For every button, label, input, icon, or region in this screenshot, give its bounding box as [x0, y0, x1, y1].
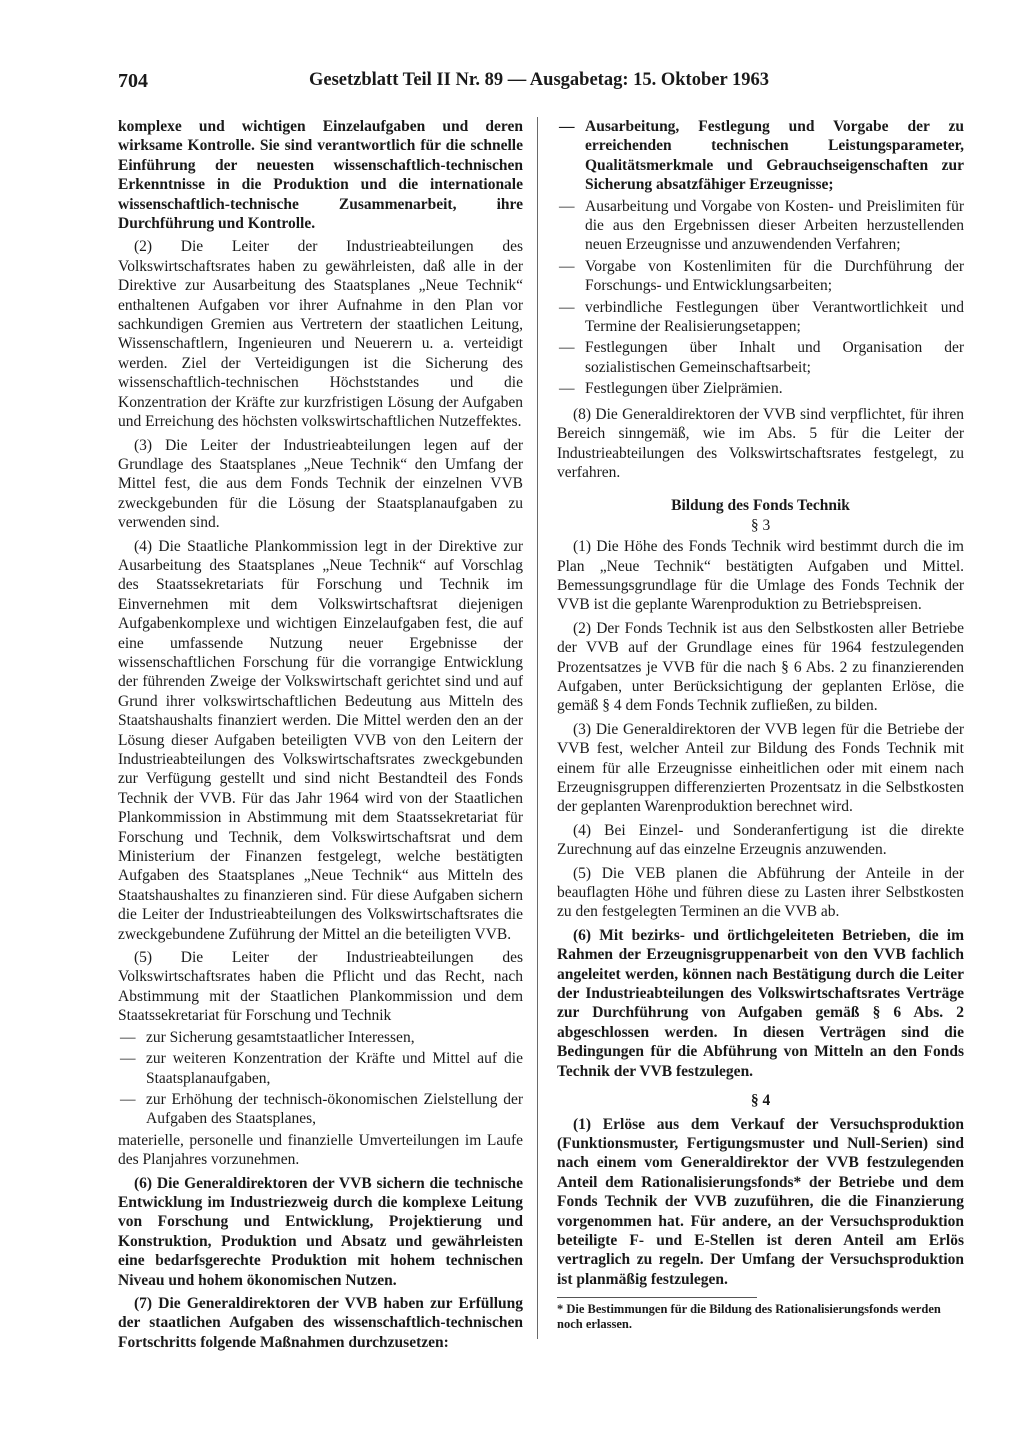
list-item	[557, 379, 964, 398]
paragraph-3: (3) Die Leiter der Industrieabteilungen legen auf der Grundlage des Staatsplanes „Neue Technik“ den Umfang der Mittel fest, die aus dem Fonds Technik der einzelnen VVB zweckgebunden für die Lösung der Staatsplanaufgaben zu verwenden sind.	[118, 436, 523, 532]
list-item-text: zur Sicherung gesamtstaatlicher Interessen,	[146, 1028, 415, 1046]
list-item	[118, 1028, 523, 1047]
section-heading: Bildung des Fonds Technik	[671, 497, 850, 515]
list-item-text: zur weiteren Konzentration der Kräfte und Mittel auf die Staatsplanaufgaben,	[146, 1050, 523, 1087]
intro-paragraph: komplexe und wichtigen Einzelaufgaben und deren wirksame Kontrolle. Sie sind verantwortlich für die schnelle Einführung der neuesten wissenschaftlich-technischen Erkenntnisse in die Produktion und die internationale wissenschaftlich-technische Zusammenarbeit, ihre Durchführung und Kontrolle.	[118, 118, 523, 233]
list-item-text: Ausarbeitung, Festlegung und Vorgabe der zu erreichenden technischen Leistungsparameter, Qualitätsmerkmale und Gebrauchseigenschaften zur Sicherung absatzfähiger Erzeugnisse;	[585, 118, 964, 194]
paragraph-6: (6) Die Generaldirektoren der VVB sichern die technische Entwicklung im Industriezweig durch die komplexe Leitung von Forschung und Entwicklung, Projektierung und Konstruktion, Produktion und Absatz und gewährleisten eine bedarfsgerechte Produktion mit hohem technischen Niveau und hohem ökonomischen Nutzen.	[118, 1174, 523, 1289]
dash-marker: —	[559, 380, 575, 398]
paragraph-7: (7) Die Generaldirektoren der VVB haben zur Erfüllung der staatlichen Aufgaben des wissenschaftlich-technischen Fortschritts folgende Maßnahmen durchzusetzen:	[118, 1294, 523, 1351]
section-3-paragraph-4: (4) Bei Einzel- und Sonderanfertigung ist die direkte Zurechnung auf das einzelne Erzeugnis anzuwenden.	[557, 821, 964, 859]
dash-marker: —	[120, 1090, 136, 1108]
list-item	[118, 1049, 523, 1088]
dash-marker: —	[120, 1050, 136, 1068]
dash-marker: —	[559, 118, 575, 135]
paragraph-2: (2) Die Leiter der Industrieabteilungen des Volkswirtschaftsrates haben zu gewährleisten, daß alle in der Direktive zur Ausarbeitung des Staatsplanes „Neue Technik“ enthaltenen Aufgaben vor ihrer Aufnahme in den Plan vor sachkundigen Gremien aus Vertretern der staatlichen Leitung, Wissenschaftlern, Ingenieuren und Neuerern u. a. verteidigt werden. Ziel der Verteidigungen ist die Sicherung des wissenschaftlich-technischen Höchststandes und die Konzentration der Kräfte zur kurzfristigen Lösung der Aufgaben und Erreichung des höchsten volkswirtschaftlichen Nutzeffektes.	[118, 238, 523, 431]
paragraph-5-end: materielle, personelle und finanzielle Umverteilungen im Laufe des Planjahres vorzunehmen.	[118, 1131, 523, 1169]
section-4-number: § 4	[750, 1092, 771, 1110]
section-3-paragraph-1: (1) Die Höhe des Fonds Technik wird bestimmt durch die im Plan „Neue Technik“ bestätigten Aufgaben und Mittel. Bemessungsgrundlage für die Umlage des Fonds Technik der VVB ist die geplante Warenproduktion zu Betriebspreisen.	[557, 538, 964, 614]
footnote: * Die Bestimmungen für die Bildung des Rationalisierungsfonds werden noch erlassen.	[557, 1302, 941, 1332]
running-title: Gesetzblatt Teil II Nr. 89 — Ausgabetag: 15. Oktober 1963	[309, 70, 769, 90]
list-item	[557, 117, 964, 195]
paragraph-5: (5) Die Leiter der Industrieabteilungen des Volkswirtschaftsrates haben die Pflicht und das Recht, nach Abstimmung mit der Staatlichen Plankommission und dem Staatssekretariat für Forschung und Technik	[118, 949, 523, 1025]
left-column	[118, 117, 523, 1356]
section-4-paragraph-1: (1) Erlöse aus dem Verkauf der Versuchsproduktion (Funktionsmuster, Fertigungsmuster und Null-Serien) sind nach einem vom Generaldirektor der VVB festzulegenden Anteil dem Rationalisierungsfonds* der Betriebe und dem Fonds Technik der VVB zuzuführen, die die Finanzierung vorgenommen hat. Für andere, an der Versuchsproduktion beteiligte F- und E-Stellen ist deren Anteil am Erlös vertraglich zu regeln. Der Umfang der Versuchsproduktion ist planmäßig festzulegen.	[557, 1115, 964, 1288]
list-item-text: verbindliche Festlegungen über Verantwortlichkeit und Termine der Realisierungsetappen;	[585, 298, 964, 336]
list-item	[118, 1090, 523, 1129]
list-item-text: Festlegungen über Inhalt und Organisation der sozialistischen Gemeinschaftsarbeit;	[585, 339, 964, 376]
paragraph-4: (4) Die Staatliche Plankommission legt in der Direktive zur Ausarbeitung des Staatsplanes „Neue Technik“ auf Vorschlag des Staatssekretariats für Forschung und Technik im Einvernehmen mit dem Volkswirtschaftsrat diejenigen Aufgabenkomplexe und wichtigen Einzelaufgaben fest, die auf eine umfassende Nutzung neuer Ergebnisse der wissenschaftlichen Forschung für die vorrangige Entwicklung der führenden Zweige der Volkswirtschaft gerichtet sind und auf Grund ihrer volkswirtschaftlichen Bedeutung aus Mitteln des Staatshaushalts finanziert werden. Die Mittel werden den an der Lösung dieser Aufgaben beteiligten VVB von den Leitern der Industrieabteilungen des Volkswirtschaftsrates zweckgebunden zur Verfügung gestellt und sind nicht Bestandteil des Fonds Technik der VVB. Für das Jahr 1964 wird von der Staatlichen Plankommission in Abstimmung mit dem Staatssekretariat für Forschung und Technik, dem Volkswirtschaftsrat und dem Ministerium der Finanzen festgelegt, welche bestätigten Aufgaben des Staatsplanes „Neue Technik“ aus Mitteln des Staatshaushaltes zu finanzieren sind. Für diese Aufgaben sichern die Leiter der Industrieabteilungen des Volkswirtschaftsrates die zweckgebundene Zuführung der Mittel an die beteiligten VVB.	[118, 537, 523, 943]
list-item	[557, 298, 964, 337]
dash-marker: —	[559, 257, 575, 275]
column-divider	[537, 117, 538, 1339]
section-3-paragraph-2: (2) Der Fonds Technik ist aus den Selbstkosten aller Betriebe der VVB auf der Grundlage eines für 1964 festzulegenden Prozentsatzes je VVB für die nach § 6 Abs. 2 zu finanzierenden Aufgaben, unter Berücksichtigung der geplanten Erlöse, die gemäß § 4 dem Fonds Technik zufließen, zu bilden.	[557, 619, 964, 715]
page-header	[118, 70, 786, 98]
list-item	[557, 257, 964, 296]
section-3-paragraph-3: (3) Die Generaldirektoren der VVB legen für die Betriebe der VVB fest, welcher Anteil zur Bildung des Fonds Technik mit einem für alle Erzeugnisse einheitlichen oder mit einem nach Erzeugnisgruppen differenzierten Prozentsatz in die Selbstkosten der geplanten Warenproduktion berechnet wird.	[557, 720, 964, 816]
right-column	[557, 117, 964, 1332]
paragraph-8: (8) Die Generaldirektoren der VVB sind verpflichtet, für ihren Bereich sinngemäß, wie im Abs. 5 für die Leiter der Industrieabteilungen des Volkswirtschaftsrates festgelegt, zu verfahren.	[557, 405, 964, 481]
list-item-text: Festlegungen über Zielprämien.	[585, 380, 783, 398]
dash-marker: —	[559, 298, 575, 316]
dash-marker: —	[559, 339, 575, 357]
dash-marker: —	[559, 197, 575, 215]
dash-marker: —	[120, 1028, 136, 1046]
section-3-number: § 3	[750, 516, 771, 534]
footnote-rule	[557, 1297, 757, 1298]
section-3-paragraph-5: (5) Die VEB planen die Abführung der Anteile in der beauflagten Höhe und führen diese zu Lasten ihrer Selbstkosten zu den festgelegten Terminen an die VVB ab.	[557, 864, 964, 921]
page-number: 704	[118, 70, 148, 92]
list-item-text: Ausarbeitung und Vorgabe von Kosten- und Preislimiten für die aus den Ergebnissen dieser Arbeiten herzustellenden neuen Erzeugnisse und anzuwendenden Verfahren;	[585, 197, 964, 254]
list-item-text: Vorgabe von Kostenlimiten für die Durchführung der Forschungs- und Entwicklungsarbeiten;	[585, 257, 964, 295]
list-item-text: zur Erhöhung der technisch-ökonomischen Zielstellung der Aufgaben des Staatsplanes,	[146, 1090, 523, 1128]
list-item	[557, 197, 964, 255]
list-item	[557, 338, 964, 377]
section-3-paragraph-6: (6) Mit bezirks- und örtlichgeleiteten Betrieben, die im Rahmen der Erzeugnisgruppenarbeit von den VVB fachlich angeleitet werden, können nach Bestätigung durch die Leiter der Industrieabteilungen des Volkswirtschaftsrates Verträge zur Durchführung von Aufgaben gemäß § 6 Abs. 2 abgeschlossen werden. In diesen Verträgen sind die Bedingungen für die Abführung von Mitteln an den Fonds Technik der VVB festzulegen.	[557, 926, 964, 1080]
